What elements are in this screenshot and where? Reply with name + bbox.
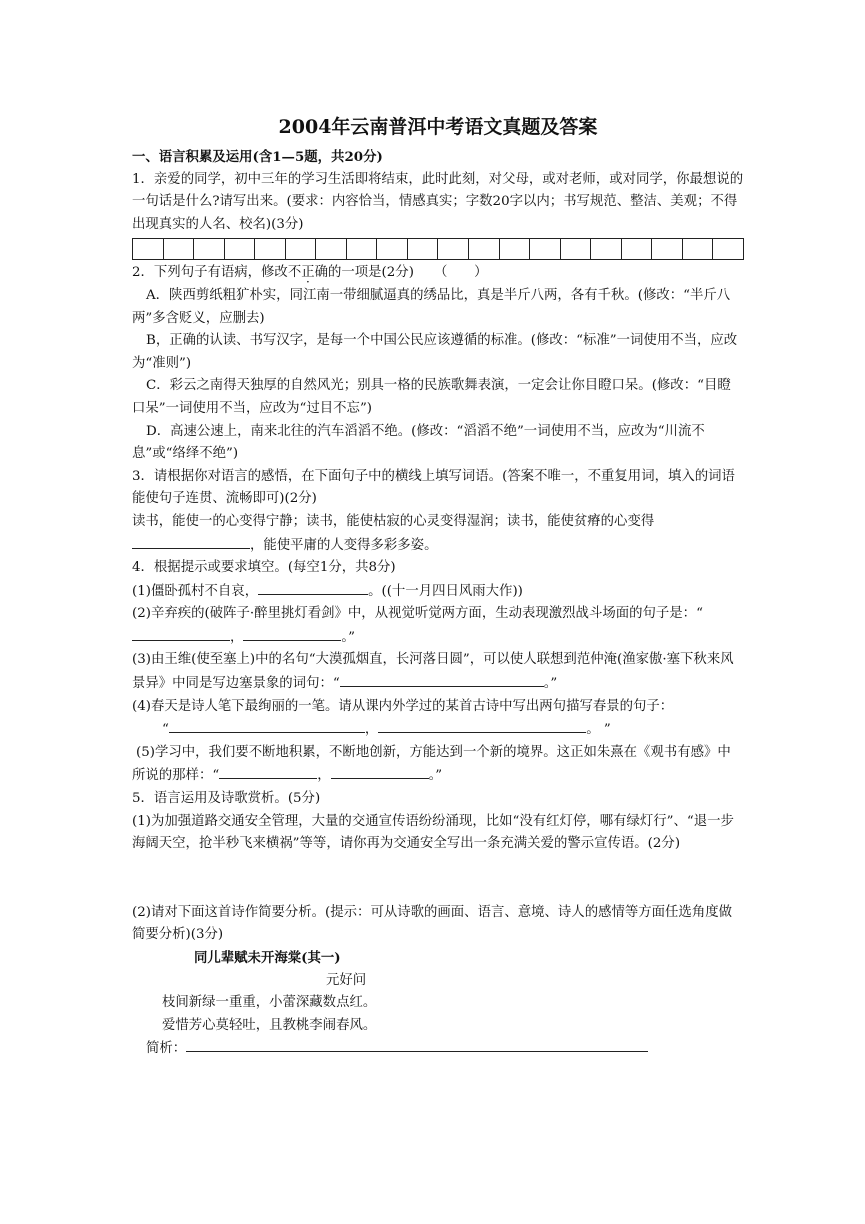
emphasis-dotted-text: 不正确 xyxy=(287,265,328,281)
question-3-text: 读书，能使一的心变得宁静；读书，能使枯寂的心灵变得湿润；读书，能使贫瘠的心变得，能使平庸的人变得多彩多姿。 xyxy=(132,513,655,553)
question-4-4: (4)春天是诗人笔下最绚丽的一笔。请从课内外学过的某首古诗中写出两句描写春景的句子： xyxy=(132,698,674,714)
poem-line: 枝间新绿一重重，小蕾深藏数点红。 xyxy=(162,995,377,1011)
analysis-blank[interactable] xyxy=(186,1037,648,1052)
question-4-5: (5)学习中，我们要不断地积累，不断地创新，方能达到一个新的境界。这正如朱熹在《观书有感》中所说的那样：“ ， 。” xyxy=(132,744,731,784)
question-4-3: (3)由王维(使至塞上)中的名句“大漠孤烟直，长河落日圆”，可以使人联想到范仲淹(渔家傲·塞下秋来风景异》中同是写边塞景象的词句：“ 。” xyxy=(132,652,734,692)
question-1: 1．亲爱的同学，初中三年的学习生活即将结束，此时此刻，对父母，或对老师，或对同学，你最想说的一句话是什么?请写出来。(要求：内容恰当，情感真实；字数20字以内；书写规范、整洁、美观；不得出现真实的人名、校名)(3分) xyxy=(132,171,744,232)
option-a: A．陕西剪纸粗犷朴实，同江南一带细腻逼真的绣品比，真是半斤八两，各有千秋。(修改：“半斤八两”多含贬义，应删去) xyxy=(132,287,731,326)
page-title: 2004年云南普洱中考语文真题及答案 xyxy=(278,116,598,138)
option-b: B，正确的认读、书写汉字，是每一个中国公民应该遵循的标准。(修改：“标准”一词使用不当，应改为“准则”) xyxy=(132,333,738,371)
question-2-stem: 2．下列句子有语病，修改不正确的一项是(2分) （ ） xyxy=(132,265,488,281)
poem-author: 元好问 xyxy=(326,972,367,988)
fill-blank[interactable] xyxy=(331,764,429,779)
question-4-stem: 4．根据提示或要求填空。(每空1分，共8分) xyxy=(132,560,396,576)
answer-grid[interactable] xyxy=(132,238,744,260)
fill-blank[interactable] xyxy=(258,580,368,595)
fill-blank[interactable] xyxy=(378,718,586,733)
question-5-stem: 5．语言运用及诗歌赏析。(5分) xyxy=(132,791,321,807)
option-c: C．彩云之南得天独厚的自然风光；别具一格的民族歌舞表演，一定会让你目瞪口呆。(修改：“目瞪口呆”一词使用不当，应改为“过目不忘”) xyxy=(132,378,731,416)
option-d: D．高速公速上，南来北往的汽车滔滔不绝。(修改：“滔滔不绝”一词使用不当，应改为“川流不息”或“络绎不绝”) xyxy=(132,423,705,462)
question-5-2: (2)请对下面这首诗作简要分析。(提示：可从诗歌的画面、语言、意境、诗人的感情等方面任选角度做简要分析)(3分) xyxy=(132,904,732,943)
analysis-row: 简析： xyxy=(132,1037,744,1061)
fill-blank[interactable] xyxy=(340,672,544,687)
poem-title: 同儿辈赋未开海棠(其一) xyxy=(194,950,341,966)
question-5-1: (1)为加强道路交通安全管理，大量的交通宣传语纷纷涌现，比如“没有红灯停，哪有绿灯行”、“退一步海阔天空，抢半秒飞来横祸”等等，请你再为交通安全写出一条充满关爱的警示宣传语。(2分) xyxy=(132,813,734,852)
document-page xyxy=(132,112,744,1061)
fill-blank[interactable] xyxy=(132,534,250,549)
fill-blank[interactable] xyxy=(169,718,365,733)
question-4-1: (1)僵卧孤村不自哀， 。((十一月四日风雨大作)) xyxy=(132,580,744,604)
section-heading: 一、语言积累及运用(含1—5题，共20分) xyxy=(132,149,383,165)
question-3-stem: 3．请根据你对语言的感悟，在下面句子中的横线上填写词语。(答案不唯一，不重复用词，填入的词语能使句子连贯、流畅即可)(2分) xyxy=(132,468,735,507)
fill-blank[interactable] xyxy=(219,764,317,779)
question-4-2: (2)辛弃疾的(破阵子·醉里挑灯看剑》中，从视觉听觉两方面，生动表现激烈战斗场面的句子是：“， 。” xyxy=(132,606,703,645)
fill-blank[interactable] xyxy=(243,626,341,641)
fill-blank[interactable] xyxy=(132,626,230,641)
answer-space[interactable] xyxy=(132,856,744,902)
poem-line: 爱惜芳心莫轻吐，且教桃李闹春风。 xyxy=(162,1017,377,1033)
question-4-4-blanks: “ ， 。 ” xyxy=(132,718,744,742)
